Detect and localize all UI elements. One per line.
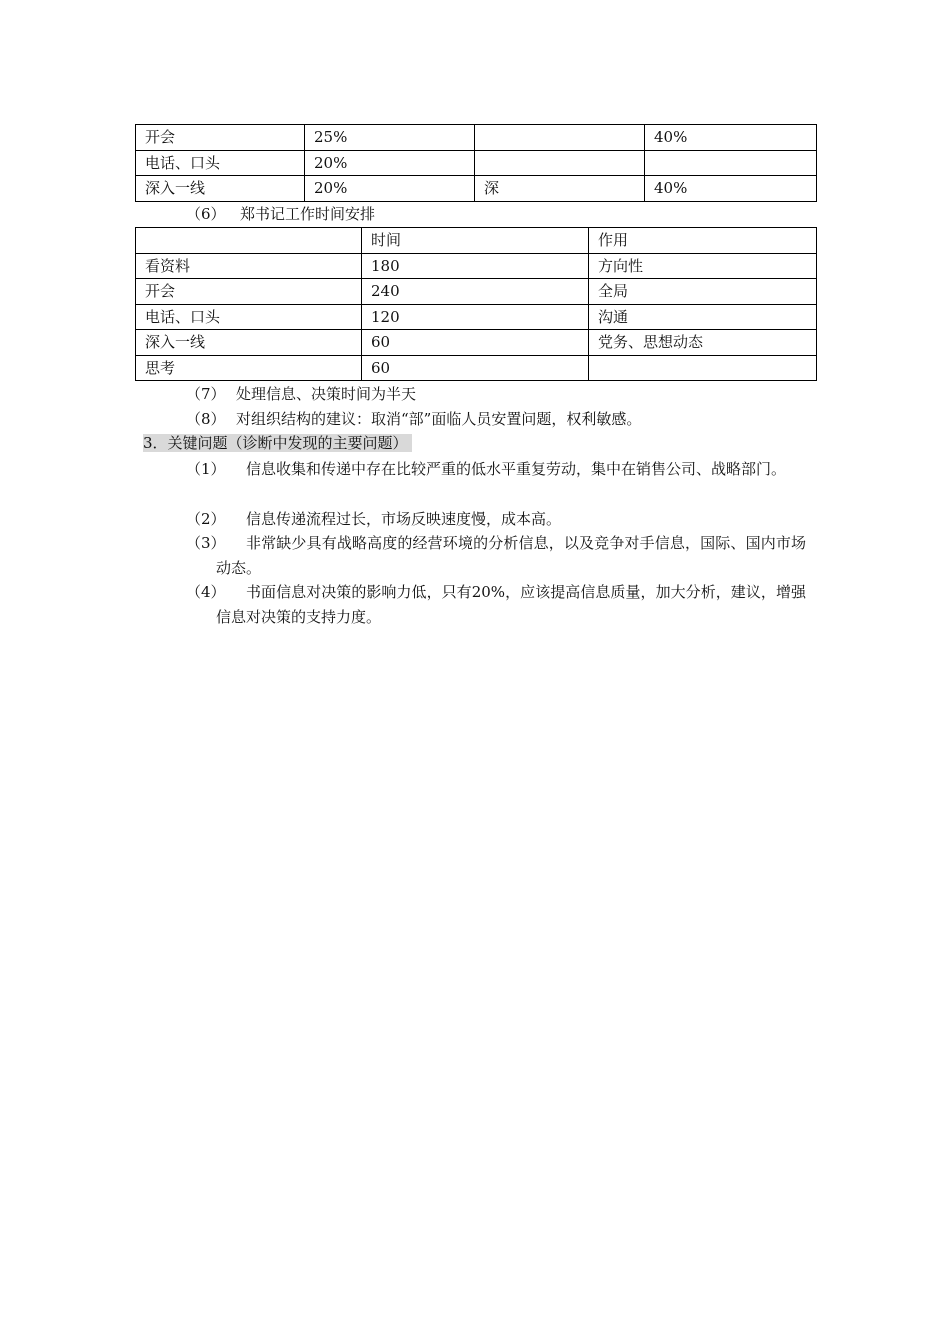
table-cell: 120 bbox=[362, 304, 589, 330]
item-number: （4） bbox=[186, 583, 226, 601]
table-cell bbox=[645, 150, 817, 176]
item-text: 信息传递流程过长，市场反映速度慢，成本高。 bbox=[246, 510, 562, 528]
section-heading bbox=[143, 432, 412, 454]
item-number: （2） bbox=[186, 510, 226, 528]
item-text: 非常缺少具有战略高度的经营环境的分析信息，以及竞争对手信息，国际、国内市场动态。 bbox=[216, 534, 806, 577]
table-cell: 60 bbox=[362, 330, 589, 356]
section-8-line bbox=[186, 408, 641, 430]
table-row bbox=[136, 176, 817, 202]
table-cell: 电话、口头 bbox=[136, 304, 362, 330]
section-number: （6） bbox=[186, 205, 226, 223]
table-header-row bbox=[136, 228, 817, 254]
work-time-table bbox=[135, 227, 817, 381]
table-cell: 20% bbox=[305, 176, 475, 202]
section-title: 郑书记工作时间安排 bbox=[240, 205, 376, 223]
item-text: 信息收集和传递中存在比较严重的低水平重复劳动，集中在销售公司、战略部门。 bbox=[246, 460, 787, 478]
list-item bbox=[186, 457, 806, 482]
table-row bbox=[136, 304, 817, 330]
table-cell: 25% bbox=[305, 125, 475, 151]
table-cell: 思考 bbox=[136, 355, 362, 381]
item-number: （1） bbox=[186, 460, 226, 478]
table-cell: 240 bbox=[362, 279, 589, 305]
table-cell: 党务、思想动态 bbox=[589, 330, 817, 356]
table-cell: 开会 bbox=[136, 279, 362, 305]
item-number: （3） bbox=[186, 534, 226, 552]
table-cell: 深 bbox=[475, 176, 645, 202]
table-cell: 深入一线 bbox=[136, 330, 362, 356]
table-cell: 180 bbox=[362, 253, 589, 279]
list-item bbox=[186, 507, 806, 532]
section-6-line bbox=[186, 203, 375, 225]
table-row bbox=[136, 125, 817, 151]
table-row bbox=[136, 355, 817, 381]
table-cell bbox=[589, 355, 817, 381]
table-cell: 40% bbox=[645, 176, 817, 202]
section-number: （8） bbox=[186, 410, 226, 428]
section-text: 处理信息、决策时间为半天 bbox=[236, 385, 417, 403]
section-7-line bbox=[186, 383, 416, 405]
table-cell: 20% bbox=[305, 150, 475, 176]
activity-share-table bbox=[135, 124, 817, 202]
table-row bbox=[136, 150, 817, 176]
table-cell: 全局 bbox=[589, 279, 817, 305]
table-header-cell: 作用 bbox=[589, 228, 817, 254]
table-cell: 看资料 bbox=[136, 253, 362, 279]
heading-text: 3．关键问题（诊断中发现的主要问题） bbox=[143, 434, 412, 452]
table-cell: 60 bbox=[362, 355, 589, 381]
table-header-cell bbox=[136, 228, 362, 254]
table-cell: 沟通 bbox=[589, 304, 817, 330]
item-text: 书面信息对决策的影响力低，只有20%，应该提高信息质量，加大分析，建议，增强信息对决策的支持力度。 bbox=[216, 583, 806, 626]
table-row bbox=[136, 330, 817, 356]
table-cell: 方向性 bbox=[589, 253, 817, 279]
table-cell: 40% bbox=[645, 125, 817, 151]
table-header-cell: 时间 bbox=[362, 228, 589, 254]
table-cell: 深入一线 bbox=[136, 176, 305, 202]
table-row bbox=[136, 253, 817, 279]
section-text: 对组织结构的建议：取消“部”面临人员安置问题，权利敏感。 bbox=[236, 410, 642, 428]
table-cell bbox=[475, 125, 645, 151]
list-item bbox=[186, 580, 806, 630]
table-cell bbox=[475, 150, 645, 176]
table-cell: 开会 bbox=[136, 125, 305, 151]
table-row bbox=[136, 279, 817, 305]
list-item bbox=[186, 531, 806, 581]
section-number: （7） bbox=[186, 385, 226, 403]
table-cell: 电话、口头 bbox=[136, 150, 305, 176]
